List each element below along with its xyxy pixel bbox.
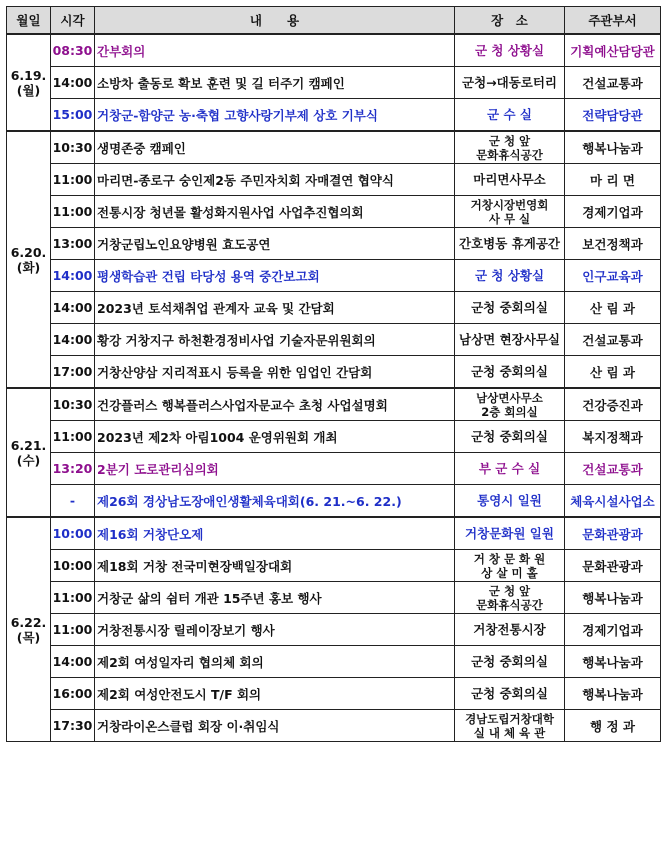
event-content: 건강플러스 행복플러스사업자문교수 초청 사업설명회 [95, 388, 455, 421]
event-place [455, 453, 565, 485]
event-place-line: 군청 중회의실 [471, 653, 548, 669]
event-time: 15:00 [51, 99, 95, 132]
day-date-line: 6.21. [10, 437, 47, 453]
event-content: 거창군-함양군 농·축협 고향사랑기부제 상호 기부식 [95, 99, 455, 132]
schedule-row [7, 356, 661, 389]
event-time: 14:00 [51, 260, 95, 292]
event-place-line: 거창문화원 일원 [465, 525, 554, 541]
event-place-line: 남상면 현장사무실 [459, 331, 560, 347]
schedule-row [7, 34, 661, 67]
schedule-row [7, 678, 661, 710]
event-time: 14:00 [51, 67, 95, 99]
event-time: 17:00 [51, 356, 95, 389]
schedule-row [7, 582, 661, 614]
event-place-line: 군청 중회의실 [471, 299, 548, 315]
schedule-row [7, 67, 661, 99]
event-dept: 산 림 과 [565, 356, 661, 389]
event-content: 제2회 여성안전도시 T/F 회의 [95, 678, 455, 710]
schedule-row [7, 196, 661, 228]
event-place-line: 군 청 상황실 [474, 42, 545, 58]
event-content: 거창라이온스클럽 회장 이·취임식 [95, 710, 455, 742]
event-content: 2023년 토석채취업 관계자 교육 및 간담회 [95, 292, 455, 324]
event-place-line: 실 내 체 육 관 [473, 725, 546, 740]
event-dept: 인구교육과 [565, 260, 661, 292]
day-date-line: 6.19. [10, 67, 47, 83]
event-time: 14:00 [51, 324, 95, 356]
event-place [455, 34, 565, 67]
event-time: 14:00 [51, 292, 95, 324]
schedule-row [7, 388, 661, 421]
event-place [455, 710, 565, 742]
header-time: 시각 [51, 7, 95, 35]
schedule-row [7, 164, 661, 196]
event-place-line: 마리면사무소 [473, 171, 546, 187]
event-content: 평생학습관 건립 타당성 용역 중간보고회 [95, 260, 455, 292]
header-dept: 주관부서 [565, 7, 661, 35]
event-place [455, 356, 565, 389]
schedule-row [7, 324, 661, 356]
event-place-line: 군 청 앞 [488, 583, 531, 598]
event-place-line: 군 수 실 [487, 106, 532, 122]
event-content: 마리면-종로구 숭인제2동 주민자치회 자매결연 협약식 [95, 164, 455, 196]
event-place [455, 485, 565, 518]
event-content: 제16회 거창단오제 [95, 517, 455, 550]
event-dept: 건강증진과 [565, 388, 661, 421]
event-place-line: 군청→대동로터리 [462, 74, 557, 90]
event-content: 거창군 삶의 쉼터 개관 15주년 홍보 행사 [95, 582, 455, 614]
schedule-row [7, 614, 661, 646]
event-dept: 보건정책과 [565, 228, 661, 260]
event-dept: 경제기업과 [565, 196, 661, 228]
event-place-line: 상 살 미 홀 [481, 565, 538, 580]
event-dept: 행 정 과 [565, 710, 661, 742]
schedule-row [7, 710, 661, 742]
event-place [455, 228, 565, 260]
event-time: 14:00 [51, 646, 95, 678]
schedule-row [7, 292, 661, 324]
event-dept: 경제기업과 [565, 614, 661, 646]
event-content: 거창전통시장 릴레이장보기 행사 [95, 614, 455, 646]
event-time: 17:30 [51, 710, 95, 742]
schedule-row [7, 260, 661, 292]
event-time: 10:30 [51, 388, 95, 421]
event-place [455, 99, 565, 132]
weekly-schedule-table [6, 6, 661, 742]
event-time: - [51, 485, 95, 518]
event-time: 10:00 [51, 550, 95, 582]
day-date-line: (수) [16, 452, 41, 468]
event-dept: 체육시설사업소 [565, 485, 661, 518]
event-time: 11:00 [51, 196, 95, 228]
event-dept: 행복나눔과 [565, 678, 661, 710]
event-place-line: 거 창 문 화 원 [473, 551, 546, 566]
event-dept: 건설교통과 [565, 324, 661, 356]
event-place-line: 사 무 실 [488, 211, 531, 226]
event-time: 11:00 [51, 582, 95, 614]
schedule-row [7, 228, 661, 260]
event-dept: 문화관광과 [565, 517, 661, 550]
day-date-cell [7, 131, 51, 388]
event-place-line: 거창전통시장 [473, 621, 546, 637]
event-place [455, 388, 565, 421]
event-place [455, 260, 565, 292]
event-content: 2023년 제2차 아림1004 운영위원회 개최 [95, 421, 455, 453]
event-place [455, 421, 565, 453]
event-place [455, 646, 565, 678]
event-dept: 산 림 과 [565, 292, 661, 324]
event-time: 11:00 [51, 421, 95, 453]
event-place [455, 196, 565, 228]
day-date-cell [7, 34, 51, 131]
event-content: 2분기 도로관리심의회 [95, 453, 455, 485]
schedule-row [7, 646, 661, 678]
event-time: 13:00 [51, 228, 95, 260]
event-place [455, 292, 565, 324]
schedule-row [7, 453, 661, 485]
event-place [455, 678, 565, 710]
event-time: 08:30 [51, 34, 95, 67]
header-date: 월일 [7, 7, 51, 35]
event-dept: 건설교통과 [565, 67, 661, 99]
event-place-line: 군 청 앞 [488, 133, 531, 148]
event-place-line: 문화휴식공간 [476, 597, 543, 612]
day-date-cell [7, 388, 51, 517]
event-place [455, 550, 565, 582]
event-content: 거창군립노인요양병원 효도공연 [95, 228, 455, 260]
event-place [455, 614, 565, 646]
event-dept: 마 리 면 [565, 164, 661, 196]
event-place-line: 군청 중회의실 [471, 363, 548, 379]
event-content: 간부회의 [95, 34, 455, 67]
event-content: 생명존중 캠페인 [95, 131, 455, 164]
event-place-line: 문화휴식공간 [476, 147, 543, 162]
schedule-row [7, 550, 661, 582]
header-content: 내 용 [95, 7, 455, 35]
event-content: 거창산양삼 지리적표시 등록을 위한 임업인 간담회 [95, 356, 455, 389]
event-dept: 행복나눔과 [565, 646, 661, 678]
header-place: 장 소 [455, 7, 565, 35]
event-time: 10:30 [51, 131, 95, 164]
day-date-line: (화) [16, 259, 41, 275]
schedule-row [7, 421, 661, 453]
event-time: 13:20 [51, 453, 95, 485]
event-place [455, 164, 565, 196]
schedule-body [7, 34, 661, 742]
header-row [7, 7, 661, 35]
event-content: 제26회 경상남도장애인생활체육대회(6. 21.~6. 22.) [95, 485, 455, 518]
event-dept: 건설교통과 [565, 453, 661, 485]
event-time: 16:00 [51, 678, 95, 710]
event-place [455, 324, 565, 356]
event-place-line: 군청 중회의실 [471, 685, 548, 701]
event-content: 소방차 출동로 확보 훈련 및 길 터주기 캠페인 [95, 67, 455, 99]
event-place [455, 131, 565, 164]
event-place-line: 남상면사무소 [476, 390, 543, 405]
event-place-line: 군 청 상황실 [474, 267, 545, 283]
event-place-line: 경남도립거창대학 [465, 711, 554, 726]
event-place-line: 2층 회의실 [481, 404, 538, 419]
event-dept: 복지정책과 [565, 421, 661, 453]
event-dept: 기획예산담당관 [565, 34, 661, 67]
event-dept: 행복나눔과 [565, 582, 661, 614]
event-dept: 전략담당관 [565, 99, 661, 132]
schedule-row [7, 131, 661, 164]
event-place [455, 517, 565, 550]
day-date-line: 6.22. [10, 614, 47, 630]
event-content: 황강 거창지구 하천환경정비사업 기술자문위원회의 [95, 324, 455, 356]
schedule-row [7, 485, 661, 518]
event-place-line: 간호병동 휴게공간 [459, 235, 560, 251]
schedule-row [7, 99, 661, 132]
event-place [455, 67, 565, 99]
event-place-line: 거창시장번영회 [470, 197, 549, 212]
event-place [455, 582, 565, 614]
schedule-row [7, 517, 661, 550]
event-dept: 문화관광과 [565, 550, 661, 582]
event-time: 11:00 [51, 614, 95, 646]
day-date-line: (목) [16, 629, 41, 645]
event-place-line: 부 군 수 실 [478, 460, 541, 476]
event-place-line: 군청 중회의실 [471, 428, 548, 444]
event-content: 제18회 거창 전국미현장백일장대회 [95, 550, 455, 582]
event-place-line: 통영시 일원 [477, 492, 542, 508]
event-time: 10:00 [51, 517, 95, 550]
day-date-cell [7, 517, 51, 742]
event-time: 11:00 [51, 164, 95, 196]
event-content: 제2회 여성일자리 협의체 회의 [95, 646, 455, 678]
day-date-line: (월) [16, 82, 41, 98]
event-content: 전통시장 청년몰 활성화지원사업 사업추진협의회 [95, 196, 455, 228]
event-dept: 행복나눔과 [565, 131, 661, 164]
day-date-line: 6.20. [10, 244, 47, 260]
